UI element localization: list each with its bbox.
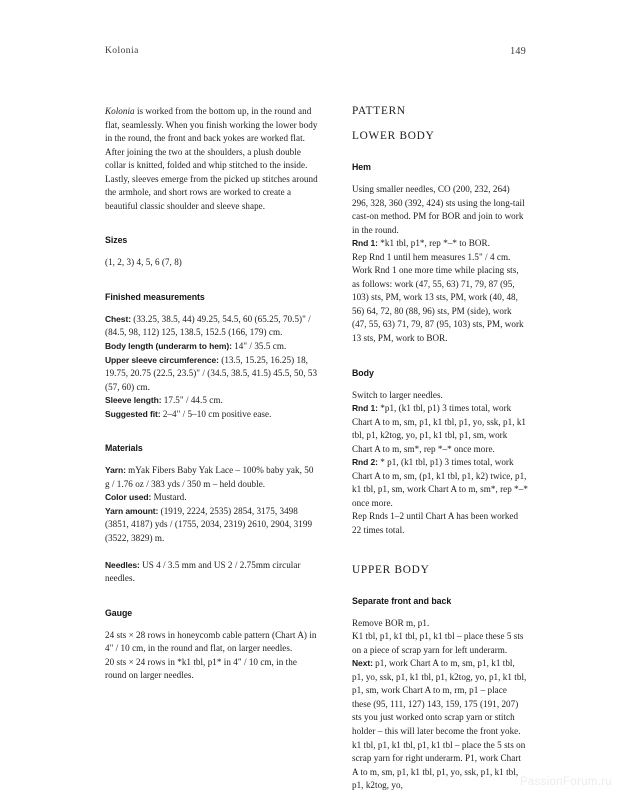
measurement-value: (13.5, 15.25, 16.25) 18, 19.75, 20.75 (22.5, 23.5)" / (34.5, 38.5, 41.5) 45.5, 50, 53 (57, 60) cm. <box>105 354 318 392</box>
separate-text: p1, work Chart A to m, sm, p1, k1 tbl, p1, yo, ssk, p1, k1 tbl, p1, k2tog, yo, p1, k1 tbl, p1, sm, work Chart A to m, rm, p1 – place these (95, 111, 127) 143, 159, 175 (191, 207) sts you just worked onto scrap yarn or stitch holder – this will later become the front yoke. k1 tbl, p1, k1 tbl, p1, k1 tbl – place the 5 sts on scrap yarn for right underarm. P1, work Chart A to m, sm, p1, k1 tbl, p1, yo, ssk, p1, k1 tbl, p1, k2tog, yo, <box>352 658 527 791</box>
material-label: Yarn: <box>105 465 126 476</box>
material-label: Color used: <box>105 492 152 503</box>
page-number: 149 <box>510 46 526 57</box>
intro-paragraph <box>105 105 318 213</box>
running-head-title: Kolonia <box>105 46 139 56</box>
measurement-row <box>105 354 318 395</box>
body-text: *p1, (k1 tbl, p1) 3 times total, work Chart A to m, sm, p1, k1 tbl, p1, yo, ssk, p1, k1 tbl, p1, k2tog, yo, p1, k1 tbl, p1, sm, work Chart A to m, sm*, rep *–* once more. <box>352 403 527 454</box>
measurement-label: Upper sleeve circumference: <box>105 354 219 365</box>
finished-measurements-heading: Finished measurements <box>105 291 205 302</box>
material-value: (1919, 2224, 2535) 2854, 3175, 3498 (3851, 4187) yds / (1755, 2034, 2319) 2610, 2904, 3199 (3522, 3829) m. <box>105 505 313 544</box>
hem-line <box>352 251 528 346</box>
hem-text: *k1 tbl, p1*, rep *–* to BOR. <box>377 238 490 249</box>
separate-line <box>352 630 528 657</box>
measurement-row <box>105 340 318 354</box>
separate-text: K1 tbl, p1, k1 tbl, p1, k1 tbl – place these 5 sts on a piece of scrap yarn for left underarm. <box>352 631 524 655</box>
intro-lead-italic: Kolonia <box>105 106 135 116</box>
body-line <box>352 510 528 537</box>
material-value: mYak Fibers Baby Yak Lace – 100% baby yak, 50 g / 1.76 oz / 383 yds / 350 m – held double. <box>105 465 314 489</box>
material-row <box>105 491 318 505</box>
intro-body: is worked from the bottom up, in the round and flat, seamlessly. When you finish working the lower body in the round, the front and back yokes are worked flat. After joining the two at the shoulders, a plush double collar is knitted, folded and whip stitched to the inside. Lastly, sleeves emerge from the picked up stitches around the armhole, and short rows are worked to create a beautiful classic shoulder and sleeve shape. <box>105 106 318 211</box>
measurement-value: 17.5" / 44.5 cm. <box>163 395 223 406</box>
measurement-value: 14" / 35.5 cm. <box>234 341 287 352</box>
hem-line <box>352 183 528 237</box>
materials-heading: Materials <box>105 443 143 454</box>
lower-body-heading: LOWER BODY <box>352 130 435 142</box>
site-watermark: PassionForum.ru <box>519 776 612 788</box>
upper-body-heading: UPPER BODY <box>352 563 430 576</box>
body-label: Rnd 1: <box>352 403 378 414</box>
hem-text: Using smaller needles, CO (200, 232, 264) 296, 328, 360 (392, 424) sts using the long-tail cast-on method. PM for BOR and join to work in the round. <box>352 184 525 235</box>
hem-label: Rnd 1: <box>352 238 378 249</box>
running-head <box>105 46 526 62</box>
body-line <box>352 402 528 456</box>
separate-text: Remove BOR m, p1. <box>352 617 430 628</box>
material-row <box>105 505 318 546</box>
gauge-heading: Gauge <box>105 607 133 618</box>
separate-line <box>352 617 528 631</box>
body-heading: Body <box>352 367 374 378</box>
hem-text: Rep Rnd 1 until hem measures 1.5" / 4 cm. Work Rnd 1 one more time while placing sts, as follows: work (47, 55, 63) 71, 79, 87 (95, 103) sts, PM, work 13 sts, PM, work (40, 48, 56) 64, 72, 80 (88, 96) sts, PM (side), work (47, 55, 63) 71, 79, 87 (95, 103) sts, PM, work 13 sts, PM, work to BOR. <box>352 251 524 344</box>
material-row <box>105 464 318 491</box>
body-label: Rnd 2: <box>352 457 378 468</box>
sizes-heading: Sizes <box>105 235 128 246</box>
measurement-label: Suggested fit: <box>105 408 161 419</box>
left-column <box>105 105 318 683</box>
body-line <box>352 389 528 403</box>
hem-heading: Hem <box>352 162 371 172</box>
measurement-row <box>105 394 318 408</box>
measurement-label: Body length (underarm to hem): <box>105 341 232 352</box>
body-text: Rep Rnds 1–2 until Chart A has been worked 22 times total. <box>352 511 519 536</box>
measurement-label: Chest: <box>105 313 131 324</box>
needles-value: US 4 / 3.5 mm and US 2 / 2.75mm circular needles. <box>105 559 301 584</box>
material-value: Mustard. <box>153 492 187 503</box>
separate-label: Next: <box>352 658 373 669</box>
body-text: Switch to larger needles. <box>352 389 443 400</box>
separate-line <box>352 657 528 792</box>
pattern-heading: PATTERN <box>352 105 406 117</box>
body-text: * p1, (k1 tbl, p1) 3 times total, work Chart A to m, sm, (p1, k1 tbl, p1, k2) twice, p1, k1 tbl, p1, sm, work Chart A to m, sm*, rep *–* once more. <box>352 457 528 508</box>
body-line <box>352 456 528 510</box>
measurement-value: 2–4" / 5–10 cm positive ease. <box>162 408 272 419</box>
right-column <box>352 105 528 793</box>
measurement-value: (33.25, 38.5, 44) 49.25, 54.5, 60 (65.25, 70.5)" / (84.5, 98, 112) 125, 138.5, 152.5 (166, 179) cm. <box>105 313 311 338</box>
needles-label: Needles: <box>105 559 140 570</box>
hem-line <box>352 237 528 251</box>
separate-front-back-heading: Separate front and back <box>352 595 452 606</box>
needles-row <box>105 559 318 586</box>
measurement-row <box>105 313 318 340</box>
sizes-value: (1, 2, 3) 4, 5, 6 (7, 8) <box>105 257 182 268</box>
gauge-line: 24 sts × 28 rows in honeycomb cable pattern (Chart A) in 4" / 10 cm, in the round and flat, on larger needles. <box>105 629 317 654</box>
gauge-line: 20 sts × 24 rows in *k1 tbl, p1* in 4" / 10 cm, in the round on larger needles. <box>105 656 297 681</box>
measurement-label: Sleeve length: <box>105 395 162 406</box>
measurement-row <box>105 408 318 422</box>
material-label: Yarn amount: <box>105 505 159 516</box>
